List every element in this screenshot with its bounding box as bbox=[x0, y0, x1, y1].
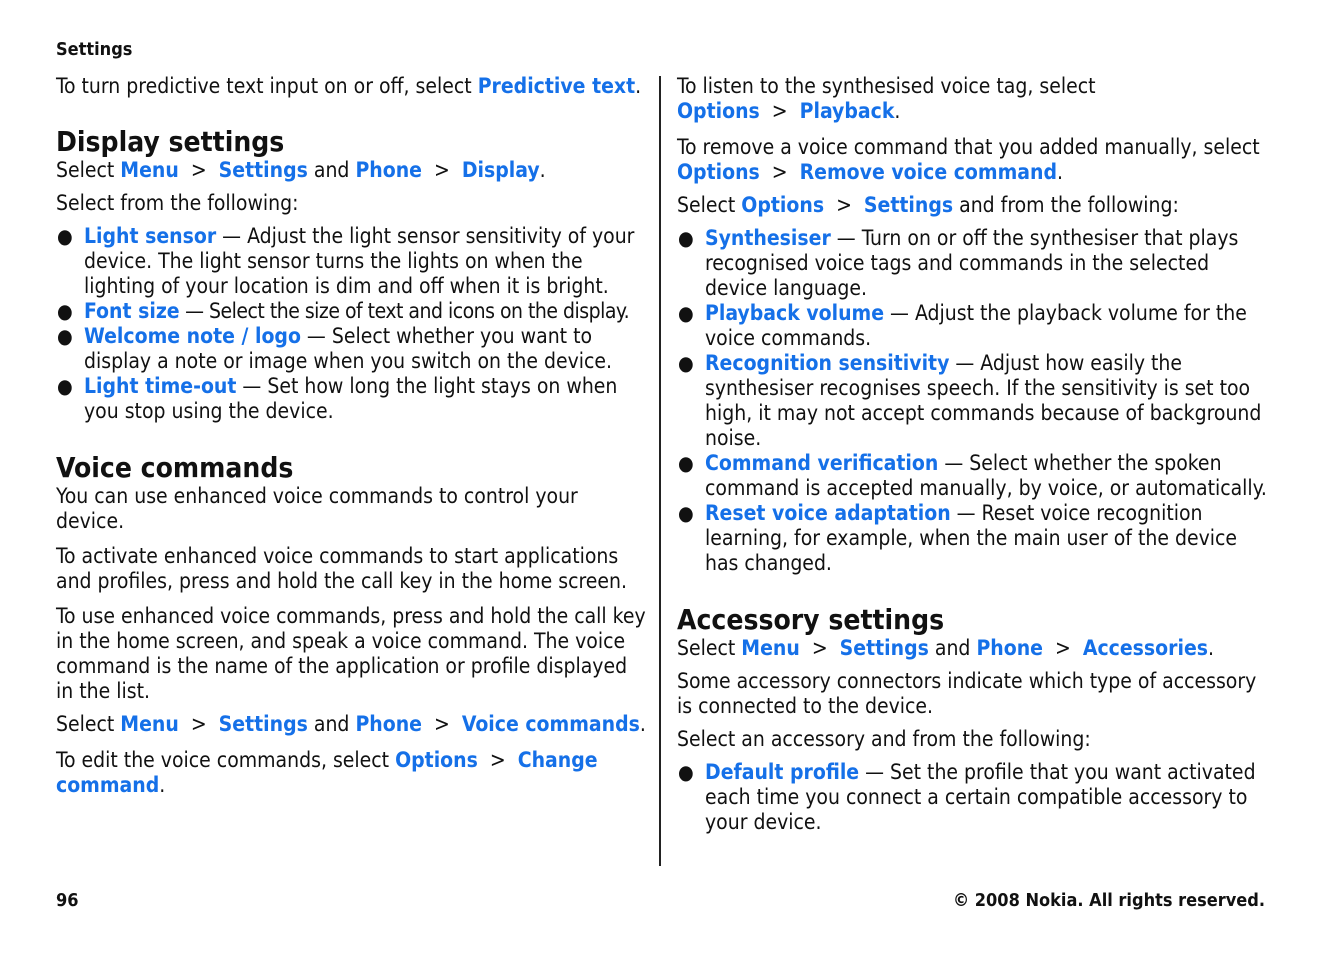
font-size-link[interactable]: Font size bbox=[84, 299, 180, 323]
left-column bbox=[56, 74, 646, 798]
bullet-icon: ● bbox=[57, 299, 73, 323]
default-profile-link[interactable]: Default profile bbox=[705, 760, 860, 784]
options-link[interactable]: Options bbox=[677, 99, 760, 123]
list-item: ● Light time-out — Set how long the light stays on when you stop using the device. bbox=[57, 374, 618, 423]
right-column bbox=[677, 74, 1267, 835]
voice-commands-heading: Voice commands bbox=[56, 451, 294, 484]
synthesiser-link[interactable]: Synthesiser bbox=[705, 226, 831, 250]
voice-paragraph-3: To use enhanced voice commands, press and hold the call key in the home screen, and speak a voice command. The voice command is the name of the application or profile displayed in the list. bbox=[56, 604, 646, 703]
copyright-notice: © 2008 Nokia. All rights reserved. bbox=[952, 890, 1265, 911]
playback-link[interactable]: Playback bbox=[799, 99, 895, 123]
list-item: ● Font size — Select the size of text and icons on the display. bbox=[57, 299, 630, 323]
display-link[interactable]: Display bbox=[461, 158, 540, 182]
options-link[interactable]: Options bbox=[395, 748, 478, 772]
voice-commands-link[interactable]: Voice commands bbox=[461, 712, 640, 736]
voice-paragraph-1: You can use enhanced voice commands to control your device. bbox=[56, 484, 578, 533]
bullet-icon: ● bbox=[57, 224, 73, 248]
settings-link[interactable]: Settings bbox=[218, 712, 308, 736]
settings-link[interactable]: Settings bbox=[863, 193, 954, 217]
bullet-icon: ● bbox=[678, 501, 694, 525]
display-path: Select Menu > Settings and Phone > Display. bbox=[56, 158, 546, 182]
light-timeout-link[interactable]: Light time-out bbox=[84, 374, 237, 398]
bullet-icon: ● bbox=[57, 374, 73, 398]
display-options-list bbox=[56, 224, 646, 424]
remove-voice-command-link[interactable]: Remove voice command bbox=[799, 160, 1057, 184]
playback-paragraph: To listen to the synthesised voice tag, select Options > Playback. bbox=[677, 74, 1096, 123]
accessory-settings-heading: Accessory settings bbox=[677, 603, 945, 636]
voice-paragraph-2: To activate enhanced voice commands to start applications and profiles, press and hold the call key in the home screen. bbox=[56, 544, 627, 593]
phone-link[interactable]: Phone bbox=[976, 636, 1043, 660]
display-intro: Select from the following: bbox=[56, 191, 299, 215]
settings-link[interactable]: Settings bbox=[839, 636, 929, 660]
list-item: ● Reset voice adaptation — Reset voice recognition learning, for example, when the main user of the device has changed. bbox=[678, 501, 1238, 575]
predictive-text-paragraph: To turn predictive text input on or off, select Predictive text. bbox=[56, 74, 642, 98]
bullet-icon: ● bbox=[678, 301, 694, 325]
settings-intro-paragraph: Select Options > Settings and from the following: bbox=[677, 193, 1179, 217]
command-verification-link[interactable]: Command verification bbox=[705, 451, 939, 475]
list-item: ● Light sensor — Adjust the light sensor sensitivity of your device. The light sensor turns the lights on when the lighting of your location is dim and off when it is bright. bbox=[57, 224, 635, 298]
change-command-link[interactable]: Change command bbox=[56, 748, 598, 797]
page-number: 96 bbox=[56, 890, 79, 911]
list-item: ● Welcome note / logo — Select whether you want to display a note or image when you switch on the device. bbox=[57, 324, 613, 373]
edit-commands-paragraph: To edit the voice commands, select Options > Change command. bbox=[56, 748, 598, 797]
accessories-link[interactable]: Accessories bbox=[1082, 636, 1209, 660]
list-item: ● Recognition sensitivity — Adjust how easily the synthesiser recognises speech. If the sensitivity is set too high, it may not accept commands because of background noise. bbox=[678, 351, 1262, 450]
accessory-options-list bbox=[677, 760, 1267, 835]
voice-settings-list bbox=[677, 226, 1267, 576]
bullet-icon: ● bbox=[57, 324, 73, 348]
menu-link[interactable]: Menu bbox=[120, 712, 179, 736]
menu-link[interactable]: Menu bbox=[120, 158, 179, 182]
playback-volume-link[interactable]: Playback volume bbox=[705, 301, 885, 325]
phone-link[interactable]: Phone bbox=[355, 158, 422, 182]
list-item: ● Default profile — Set the profile that you want activated each time you connect a certain compatible accessory to your device. bbox=[678, 760, 1256, 834]
predictive-text-link[interactable]: Predictive text bbox=[477, 74, 636, 98]
list-item: ● Command verification — Select whether the spoken command is accepted manually, by voice, or automatically. bbox=[678, 451, 1267, 500]
accessory-paragraph-1: Some accessory connectors indicate which type of accessory is connected to the device. bbox=[677, 669, 1257, 718]
remove-command-paragraph: To remove a voice command that you added manually, select Options > Remove voice command. bbox=[677, 135, 1260, 184]
settings-link[interactable]: Settings bbox=[218, 158, 308, 182]
recognition-sensitivity-link[interactable]: Recognition sensitivity bbox=[705, 351, 950, 375]
reset-voice-adaptation-link[interactable]: Reset voice adaptation bbox=[705, 501, 951, 525]
light-sensor-link[interactable]: Light sensor bbox=[84, 224, 217, 248]
bullet-icon: ● bbox=[678, 760, 694, 784]
bullet-icon: ● bbox=[678, 451, 694, 475]
list-item: ● Synthesiser — Turn on or off the synthesiser that plays recognised voice tags and commands in the selected device language. bbox=[678, 226, 1239, 300]
welcome-note-link[interactable]: Welcome note / logo bbox=[84, 324, 301, 348]
list-item: ● Playback volume — Adjust the playback volume for the voice commands. bbox=[678, 301, 1247, 350]
accessory-paragraph-2: Select an accessory and from the following: bbox=[677, 727, 1091, 751]
menu-link[interactable]: Menu bbox=[741, 636, 800, 660]
display-settings-heading: Display settings bbox=[56, 125, 285, 158]
accessory-path: Select Menu > Settings and Phone > Accessories. bbox=[677, 636, 1215, 660]
voice-path: Select Menu > Settings and Phone > Voice commands. bbox=[56, 712, 646, 736]
bullet-icon: ● bbox=[678, 351, 694, 375]
options-link[interactable]: Options bbox=[741, 193, 825, 217]
bullet-icon: ● bbox=[678, 226, 694, 250]
running-header: Settings bbox=[56, 39, 133, 60]
phone-link[interactable]: Phone bbox=[355, 712, 422, 736]
options-link[interactable]: Options bbox=[677, 160, 760, 184]
column-divider bbox=[659, 76, 661, 866]
